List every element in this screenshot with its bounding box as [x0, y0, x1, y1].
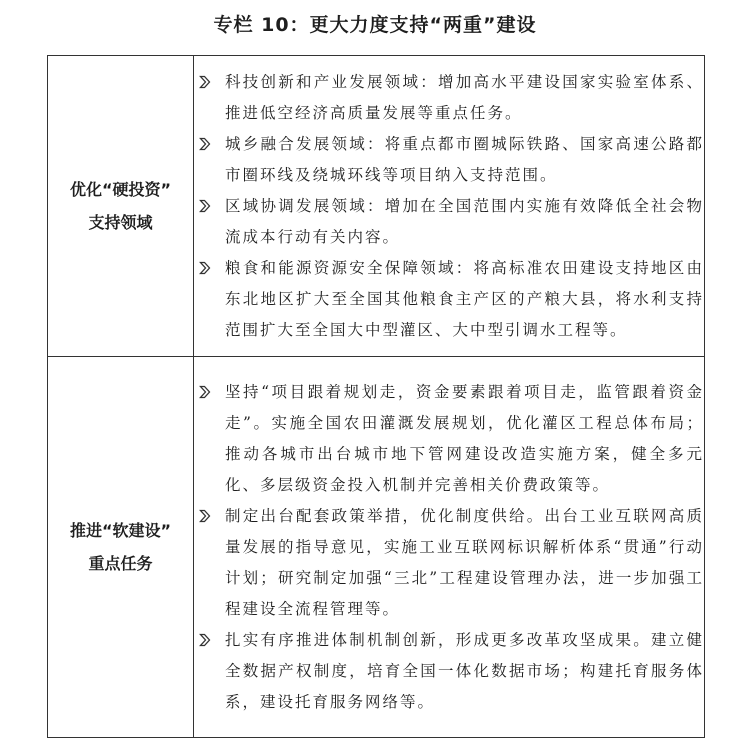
hollow-arrow-right-icon [196, 377, 214, 408]
hollow-arrow-right-icon [196, 191, 214, 222]
list-item [194, 377, 704, 501]
row-content-soft-construction [194, 357, 705, 738]
list-item [194, 253, 704, 346]
hollow-arrow-right-icon [196, 501, 214, 532]
list-item [194, 191, 704, 253]
row-label-line: 重点任务 [88, 554, 153, 573]
table-row [48, 56, 705, 357]
list-item [194, 625, 704, 718]
list-item-text: 粮食和能源资源安全保障领域：将高标准农田建设支持地区由东北地区扩大至全国其他粮食主产区的产粮大县，将水利支持范围扩大至全国大中型灌区、大中型引调水工程等。 [225, 258, 704, 339]
list-item-text: 坚持“项目跟着规划走，资金要素跟着项目走，监管跟着资金走”。实施全国农田灌溉发展规划，优化灌区工程总体布局；推动各城市出台城市地下管网建设改造实施方案，健全多元化、多层级资金投入机制并完善相关价费政策等。 [225, 382, 704, 494]
list-item-text: 扎实有序推进体制机制创新，形成更多改革攻坚成果。建立健全数据产权制度，培育全国一体化数据市场；构建托育服务体系，建设托育服务网络等。 [225, 630, 704, 711]
row-label-soft-construction [48, 357, 194, 738]
list-item-text: 区域协调发展领域：增加在全国范围内实施有效降低全社会物流成本行动有关内容。 [225, 196, 704, 246]
list-item [194, 129, 704, 191]
list-item-text: 城乡融合发展领域：将重点都市圈城际铁路、国家高速公路都市圈环线及绕城环线等项目纳入支持范围。 [225, 134, 704, 184]
list-item-text: 科技创新和产业发展领域：增加高水平建设国家实验室体系、推进低空经济高质量发展等重点任务。 [225, 72, 704, 122]
row-label-line: 优化“硬投资” [69, 180, 172, 199]
table-row [48, 357, 705, 738]
row-content-hard-investment [194, 56, 705, 357]
feature-box-table [47, 55, 705, 738]
page-title: 专栏 10：更大力度支持“两重”建设 [213, 14, 537, 36]
hollow-arrow-right-icon [196, 253, 214, 284]
hollow-arrow-right-icon [196, 67, 214, 98]
row-label-hard-investment [48, 56, 194, 357]
row-label-line: 推进“软建设” [69, 521, 172, 540]
row-label-line: 支持领域 [88, 213, 153, 232]
hollow-arrow-right-icon [196, 129, 214, 160]
hollow-arrow-right-icon [196, 625, 214, 656]
list-item [194, 501, 704, 625]
list-item [194, 67, 704, 129]
list-item-text: 制定出台配套政策举措，优化制度供给。出台工业互联网高质量发展的指导意见，实施工业互联网标识解析体系“贯通”行动计划；研究制定加强“三北”工程建设管理办法，进一步加强工程建设全流程管理等。 [225, 506, 704, 618]
